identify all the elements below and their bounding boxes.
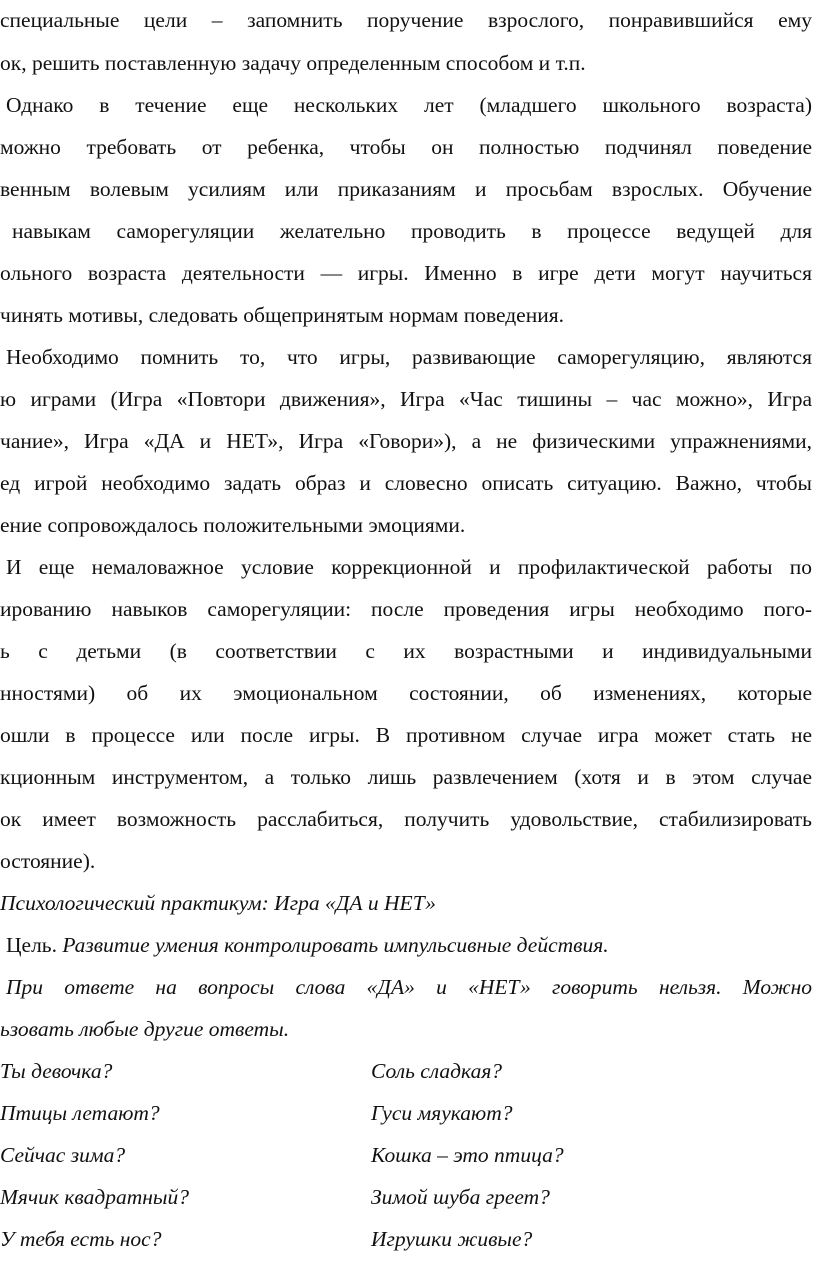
goal-text: Развитие умения контролировать импульсивные действия. — [62, 933, 609, 957]
text-line: ольного возраста деятельности — игры. Именно в игре дети могут научиться — [0, 261, 812, 285]
text-line: нностями) об их эмоциональном состоянии, об изменениях, которые — [0, 681, 812, 705]
rule-line: ьзовать любые другие ответы. — [0, 1017, 290, 1041]
text-line: И еще немаловажное условие коррекционной и профилактической работы по — [6, 555, 812, 579]
text-line: ю играми (Игра «Повтори движения», Игра «Час тишины – час можно», Игра — [0, 387, 812, 411]
question-right: Гуси мяукают? — [371, 1101, 513, 1125]
question-right: Кошка – это птица? — [371, 1143, 564, 1167]
text-line: венным волевым усилиям или приказаниям и просьбам взрослых. Обучение — [0, 177, 812, 201]
question-left: Сейчас зима? — [0, 1143, 126, 1167]
text-line: кционным инструментом, а только лишь развлечением (хотя и в этом случае — [0, 765, 812, 789]
question-left: Птицы летают? — [0, 1101, 160, 1125]
rule-line: При ответе на вопросы слова «ДА» и «НЕТ» говорить нельзя. Можно — [6, 975, 812, 999]
text-line: ь с детьми (в соответствии с их возрастными и индивидуальными — [0, 639, 812, 663]
text-line: специальные цели – запомнить поручение взрослого, понравившийся ему — [0, 8, 812, 32]
question-left: Ты девочка? — [0, 1059, 113, 1083]
text-line: ированию навыков саморегуляции: после проведения игры необходимо пого- — [0, 597, 812, 621]
question-right: Соль сладкая? — [371, 1059, 503, 1083]
text-line: остояние). — [0, 849, 96, 873]
question-right: Игрушки живые? — [371, 1227, 533, 1251]
text-line: навыкам саморегуляции желательно проводить в процессе ведущей для — [12, 219, 812, 243]
text-line: ок имеет возможность расслабиться, получить удовольствие, стабилизировать — [0, 807, 812, 831]
text-line: ок, решить поставленную задачу определенным способом и т.п. — [0, 51, 586, 75]
text-line: ед игрой необходимо задать образ и словесно описать ситуацию. Важно, чтобы — [0, 471, 812, 495]
question-left: Мячик квадратный? — [0, 1185, 189, 1209]
question-left: У тебя есть нос? — [0, 1227, 162, 1251]
text-line: Необходимо помнить то, что игры, развивающие саморегуляцию, являются — [6, 345, 812, 369]
goal-line — [6, 927, 816, 963]
question-right: Зимой шуба греет? — [371, 1185, 550, 1209]
text-line: чание», Игра «ДА и НЕТ», Игра «Говори»), а не физическими упражнениями, — [0, 429, 812, 453]
text-line: чинять мотивы, следовать общепринятым нормам поведения. — [0, 303, 564, 327]
text-line: Однако в течение еще нескольких лет (младшего школьного возраста) — [6, 93, 812, 117]
goal-label: Цель. — [6, 933, 63, 957]
text-line: ошли в процессе или после игры. В противном случае игра может стать не — [0, 723, 812, 747]
text-line: ение сопровождалось положительными эмоциями. — [0, 513, 466, 537]
text-line: можно требовать от ребенка, чтобы он полностью подчинял поведение — [0, 135, 812, 159]
practicum-heading: Психологический практикум: Игра «ДА и НЕТ» — [0, 891, 436, 915]
